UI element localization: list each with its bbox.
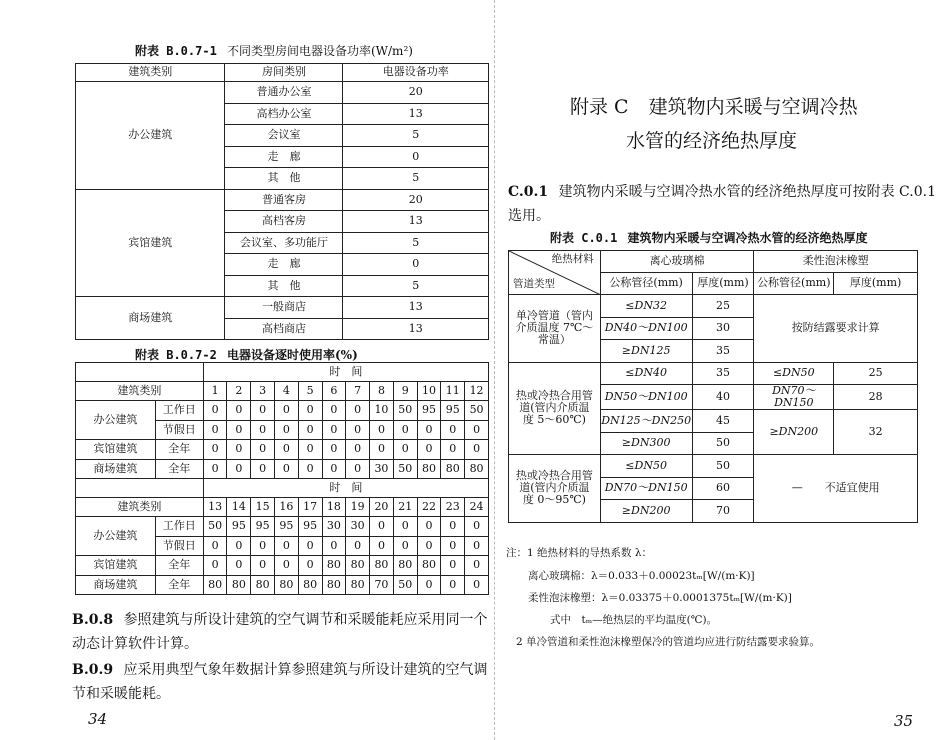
usage-rate: 80 — [346, 575, 370, 595]
room-type: 走 廊 — [225, 146, 343, 168]
hour-header: 5 — [298, 382, 322, 401]
column-header: 厚度(mm) — [692, 273, 754, 295]
table-row — [76, 64, 489, 82]
nominal-diameter: ≤DN40 — [600, 362, 692, 385]
usage-rate: 0 — [275, 440, 299, 460]
usage-rate: 0 — [465, 440, 489, 460]
usage-rate: 0 — [251, 459, 275, 479]
usage-rate: 0 — [417, 440, 441, 460]
thickness: 45 — [692, 410, 754, 433]
room-type: 会议室、多功能厅 — [225, 232, 343, 254]
table-row — [76, 382, 489, 401]
right-page — [498, 0, 950, 740]
usage-rate: 50 — [203, 517, 227, 537]
thickness: 32 — [834, 410, 918, 455]
power-value: 13 — [343, 103, 489, 125]
table-row — [76, 517, 489, 537]
usage-rate: 0 — [465, 536, 489, 556]
hour-header: 9 — [393, 382, 417, 401]
usage-rate: 0 — [465, 575, 489, 595]
note-1: 注：1 绝热材料的导热系数 λ： — [506, 547, 653, 559]
title-line-1: 建筑物内采暖与空调冷热 — [648, 96, 858, 118]
hour-header: 4 — [275, 382, 299, 401]
usage-rate: 10 — [370, 401, 394, 421]
category-header: 建筑类别 — [76, 498, 204, 517]
usage-rate: 0 — [465, 556, 489, 576]
nominal-diameter: DN40～DN100 — [600, 317, 692, 340]
building-category: 商场建筑 — [76, 297, 225, 340]
diagonal-top-label: 绝热材料 — [551, 253, 594, 265]
power-value: 20 — [343, 82, 489, 104]
usage-rate: 0 — [322, 440, 346, 460]
table-row — [76, 363, 489, 382]
table-row — [76, 401, 489, 421]
usage-rate: 30 — [370, 459, 394, 479]
usage-rate: 0 — [251, 556, 275, 576]
table-row — [509, 251, 918, 273]
note-2: 2 单冷管道和柔性泡沫橡塑保冷的管道均应进行防结露要求验算。 — [516, 636, 821, 648]
thickness: 35 — [692, 340, 754, 363]
power-value: 13 — [343, 297, 489, 319]
clause-number: C.0.1 — [508, 184, 549, 200]
table-row — [509, 455, 918, 478]
room-type: 其 他 — [225, 168, 343, 190]
clause-b08 — [72, 608, 490, 656]
clause-text: 参照建筑与所设计建筑的空气调节和采暖能耗应采用同一个动态计算软件计算。 — [72, 612, 488, 652]
usage-rate: 0 — [322, 459, 346, 479]
nominal-diameter: ≤DN50 — [600, 455, 692, 478]
building-category: 商场建筑 — [76, 459, 156, 479]
table-row — [76, 297, 489, 319]
room-type: 高档客房 — [225, 211, 343, 233]
usage-rate: 0 — [251, 401, 275, 421]
page-gutter — [494, 0, 495, 740]
clause-number: B.0.9 — [72, 662, 114, 678]
usage-rate: 80 — [227, 575, 251, 595]
usage-rate: 0 — [227, 459, 251, 479]
building-category: 商场建筑 — [76, 575, 156, 595]
title-line-2: 水管的经济绝热厚度 — [626, 130, 798, 152]
usage-rate: 0 — [417, 420, 441, 440]
clause-text: 应采用典型气象年数据计算参照建筑与所设计建筑的空气调节和采暖能耗。 — [72, 662, 488, 702]
hour-header: 24 — [465, 498, 489, 517]
building-category: 办公建筑 — [76, 401, 156, 440]
material-header: 离心玻璃棉 — [600, 251, 754, 273]
hour-header: 13 — [203, 498, 227, 517]
power-value: 5 — [343, 275, 489, 297]
usage-rate: 80 — [251, 575, 275, 595]
thickness: 25 — [692, 295, 754, 318]
hour-header: 23 — [441, 498, 465, 517]
usage-rate: 50 — [393, 459, 417, 479]
hour-header: 2 — [227, 382, 251, 401]
usage-rate: 95 — [227, 517, 251, 537]
appendix-title — [570, 92, 858, 119]
usage-rate: 0 — [465, 517, 489, 537]
column-header: 房间类别 — [225, 64, 343, 82]
usage-rate: 80 — [275, 575, 299, 595]
blank-cell — [76, 363, 204, 382]
thickness: 28 — [834, 385, 918, 410]
usage-rate: 0 — [322, 401, 346, 421]
usage-rate: 80 — [417, 556, 441, 576]
hour-header: 3 — [251, 382, 275, 401]
building-category: 宾馆建筑 — [76, 440, 156, 460]
thickness: 50 — [692, 455, 754, 478]
blank-cell — [76, 479, 204, 498]
room-type: 会议室 — [225, 125, 343, 147]
table-row — [76, 498, 489, 517]
hour-header: 16 — [275, 498, 299, 517]
nominal-diameter: DN70～DN150 — [600, 477, 692, 500]
power-value: 20 — [343, 189, 489, 211]
column-header: 电器设备功率 — [343, 64, 489, 82]
usage-rate: 95 — [441, 401, 465, 421]
room-type: 普通客房 — [225, 189, 343, 211]
usage-rate: 0 — [251, 536, 275, 556]
day-type: 全年 — [155, 459, 203, 479]
usage-rate: 0 — [203, 401, 227, 421]
power-value: 0 — [343, 254, 489, 276]
usage-rate: 80 — [346, 556, 370, 576]
usage-rate: 0 — [346, 420, 370, 440]
time-header: 时 间 — [203, 479, 488, 498]
pipe-type: 热或冷热合用管道(管内介质温度 0～95℃) — [509, 455, 601, 523]
nominal-diameter: DN70～DN150 — [754, 385, 834, 410]
usage-rate: 30 — [346, 517, 370, 537]
day-type: 节假日 — [155, 536, 203, 556]
table-b072 — [75, 362, 489, 595]
hour-header: 6 — [322, 382, 346, 401]
table-c01-caption — [550, 229, 868, 246]
clause-c01 — [508, 180, 948, 228]
usage-rate: 0 — [393, 517, 417, 537]
note-where: 式中 tₘ—绝热层的平均温度(℃)。 — [550, 614, 718, 626]
nominal-diameter: ≥DN200 — [600, 500, 692, 523]
usage-rate: 0 — [251, 420, 275, 440]
table-row — [76, 189, 489, 211]
usage-rate: 80 — [417, 459, 441, 479]
table-row — [509, 295, 918, 318]
hour-header: 7 — [346, 382, 370, 401]
hour-header: 12 — [465, 382, 489, 401]
category-header: 建筑类别 — [76, 382, 204, 401]
power-value: 5 — [343, 168, 489, 190]
usage-rate: 0 — [203, 556, 227, 576]
usage-rate: 80 — [298, 575, 322, 595]
column-header: 建筑类别 — [76, 64, 225, 82]
usage-rate: 0 — [417, 536, 441, 556]
nominal-diameter: DN50～DN100 — [600, 385, 692, 410]
room-type: 普通办公室 — [225, 82, 343, 104]
usage-rate: 0 — [298, 536, 322, 556]
table-row — [76, 82, 489, 104]
hour-header: 19 — [346, 498, 370, 517]
usage-rate: 80 — [393, 556, 417, 576]
thickness: 30 — [692, 317, 754, 340]
calc-note: 按防结露要求计算 — [754, 295, 918, 363]
thickness: 35 — [692, 362, 754, 385]
usage-rate: 80 — [370, 556, 394, 576]
usage-rate: 0 — [227, 401, 251, 421]
usage-rate: 50 — [465, 401, 489, 421]
usage-rate: 0 — [441, 517, 465, 537]
table-c01 — [508, 250, 918, 523]
usage-rate: 80 — [441, 459, 465, 479]
usage-rate: 0 — [322, 536, 346, 556]
usage-rate: 0 — [298, 401, 322, 421]
usage-rate: 0 — [441, 556, 465, 576]
thickness: 40 — [692, 385, 754, 410]
usage-rate: 0 — [227, 420, 251, 440]
time-header: 时 间 — [203, 363, 488, 382]
room-type: 一般商店 — [225, 297, 343, 319]
nominal-diameter: ≤DN32 — [600, 295, 692, 318]
usage-rate: 0 — [275, 536, 299, 556]
day-type: 工作日 — [155, 401, 203, 421]
day-type: 工作日 — [155, 517, 203, 537]
building-category: 办公建筑 — [76, 82, 225, 190]
caption-text: 建筑物内采暖与空调冷热水管的经济绝热厚度 — [627, 231, 868, 245]
caption-number: 附表 B.0.7-1 — [135, 44, 217, 58]
usage-rate: 0 — [298, 440, 322, 460]
note-formula-glass-wool: 离心玻璃棉：λ＝0.033＋0.00023tₘ[W/(m·K)] — [528, 570, 755, 582]
usage-rate: 80 — [203, 575, 227, 595]
usage-rate: 95 — [275, 517, 299, 537]
material-header: 柔性泡沫橡塑 — [754, 251, 918, 273]
clause-b09 — [72, 658, 490, 706]
usage-rate: 0 — [393, 440, 417, 460]
usage-rate: 0 — [441, 536, 465, 556]
power-value: 0 — [343, 146, 489, 168]
usage-rate: 0 — [203, 420, 227, 440]
building-category: 宾馆建筑 — [76, 556, 156, 576]
column-header: 公称管径(mm) — [600, 273, 692, 295]
room-type: 高档办公室 — [225, 103, 343, 125]
usage-rate: 0 — [441, 440, 465, 460]
usage-rate: 50 — [393, 401, 417, 421]
page-number: 35 — [894, 712, 914, 730]
usage-rate: 50 — [393, 575, 417, 595]
usage-rate: 0 — [227, 556, 251, 576]
diagonal-bottom-label: 管道类型 — [513, 278, 555, 291]
caption-number: 附表 B.0.7-2 — [135, 348, 217, 362]
usage-rate: 0 — [298, 556, 322, 576]
usage-rate: 95 — [417, 401, 441, 421]
not-applicable-note: — 不适宜使用 — [754, 455, 918, 523]
usage-rate: 0 — [370, 536, 394, 556]
room-type: 高档商店 — [225, 318, 343, 340]
hour-header: 18 — [322, 498, 346, 517]
table-row — [76, 479, 489, 498]
usage-rate: 0 — [227, 536, 251, 556]
hour-header: 22 — [417, 498, 441, 517]
thickness: 60 — [692, 477, 754, 500]
usage-rate: 0 — [346, 440, 370, 460]
usage-rate: 0 — [322, 420, 346, 440]
hour-header: 11 — [441, 382, 465, 401]
usage-rate: 0 — [370, 420, 394, 440]
table-b072-caption — [135, 346, 358, 363]
usage-rate: 0 — [203, 536, 227, 556]
power-value: 13 — [343, 318, 489, 340]
usage-rate: 80 — [465, 459, 489, 479]
usage-rate: 80 — [322, 556, 346, 576]
day-type: 节假日 — [155, 420, 203, 440]
usage-rate: 0 — [417, 575, 441, 595]
usage-rate: 0 — [203, 459, 227, 479]
usage-rate: 0 — [346, 536, 370, 556]
usage-rate: 0 — [441, 575, 465, 595]
usage-rate: 0 — [441, 420, 465, 440]
building-category: 宾馆建筑 — [76, 189, 225, 297]
appendix-label: 附录 C — [570, 96, 629, 118]
page-number: 34 — [88, 710, 108, 728]
usage-rate: 0 — [346, 401, 370, 421]
hour-header: 20 — [370, 498, 394, 517]
hour-header: 10 — [417, 382, 441, 401]
caption-text: 不同类型房间电器设备功率(W/m²) — [227, 44, 413, 58]
usage-rate: 0 — [370, 440, 394, 460]
pipe-type: 热或冷热合用管道(管内介质温度 5～60℃) — [509, 362, 601, 455]
room-type: 走 廊 — [225, 254, 343, 276]
column-header: 公称管径(mm) — [754, 273, 834, 295]
usage-rate: 0 — [251, 440, 275, 460]
usage-rate: 0 — [275, 556, 299, 576]
table-b071 — [75, 63, 489, 340]
table-b071-caption — [135, 42, 413, 59]
usage-rate: 0 — [275, 459, 299, 479]
day-type: 全年 — [155, 575, 203, 595]
usage-rate: 80 — [322, 575, 346, 595]
thickness: 50 — [692, 432, 754, 455]
usage-rate: 95 — [298, 517, 322, 537]
table-row — [76, 575, 489, 595]
usage-rate: 95 — [251, 517, 275, 537]
hour-header: 8 — [370, 382, 394, 401]
table-row — [76, 556, 489, 576]
day-type: 全年 — [155, 556, 203, 576]
usage-rate: 0 — [298, 459, 322, 479]
usage-rate: 0 — [298, 420, 322, 440]
nominal-diameter: ≤DN50 — [754, 362, 834, 385]
usage-rate: 0 — [227, 440, 251, 460]
clause-number: B.0.8 — [72, 612, 114, 628]
power-value: 5 — [343, 125, 489, 147]
usage-rate: 0 — [346, 459, 370, 479]
hour-header: 14 — [227, 498, 251, 517]
usage-rate: 30 — [322, 517, 346, 537]
usage-rate: 0 — [393, 536, 417, 556]
power-value: 5 — [343, 232, 489, 254]
hour-header: 21 — [393, 498, 417, 517]
usage-rate: 0 — [275, 401, 299, 421]
usage-rate: 0 — [417, 517, 441, 537]
thickness: 25 — [834, 362, 918, 385]
nominal-diameter: DN125～DN250 — [600, 410, 692, 433]
column-header: 厚度(mm) — [834, 273, 918, 295]
clause-text: 建筑物内采暖与空调冷热水管的经济绝热厚度可按附表 C.0.1 选用。 — [508, 184, 936, 224]
nominal-diameter: ≥DN300 — [600, 432, 692, 455]
usage-rate: 0 — [275, 420, 299, 440]
power-value: 13 — [343, 211, 489, 233]
nominal-diameter: ≥DN200 — [754, 410, 834, 455]
hour-header: 15 — [251, 498, 275, 517]
table-row — [509, 362, 918, 385]
usage-rate: 70 — [370, 575, 394, 595]
caption-text: 电器设备逐时使用率(%) — [227, 348, 358, 362]
usage-rate: 0 — [393, 420, 417, 440]
usage-rate: 0 — [370, 517, 394, 537]
room-type: 其 他 — [225, 275, 343, 297]
thickness: 70 — [692, 500, 754, 523]
day-type: 全年 — [155, 440, 203, 460]
usage-rate: 0 — [203, 440, 227, 460]
table-row — [76, 440, 489, 460]
caption-number: 附表 C.0.1 — [550, 231, 618, 245]
table-row — [76, 459, 489, 479]
note-formula-rubber: 柔性泡沫橡塑：λ＝0.03375＋0.0001375tₘ[W/(m·K)] — [528, 592, 792, 604]
building-category: 办公建筑 — [76, 517, 156, 556]
usage-rate: 0 — [465, 420, 489, 440]
pipe-type: 单冷管道（管内介质温度 7℃～常温） — [509, 295, 601, 363]
diagonal-header-cell — [509, 251, 601, 295]
hour-header: 1 — [203, 382, 227, 401]
hour-header: 17 — [298, 498, 322, 517]
nominal-diameter: ≥DN125 — [600, 340, 692, 363]
